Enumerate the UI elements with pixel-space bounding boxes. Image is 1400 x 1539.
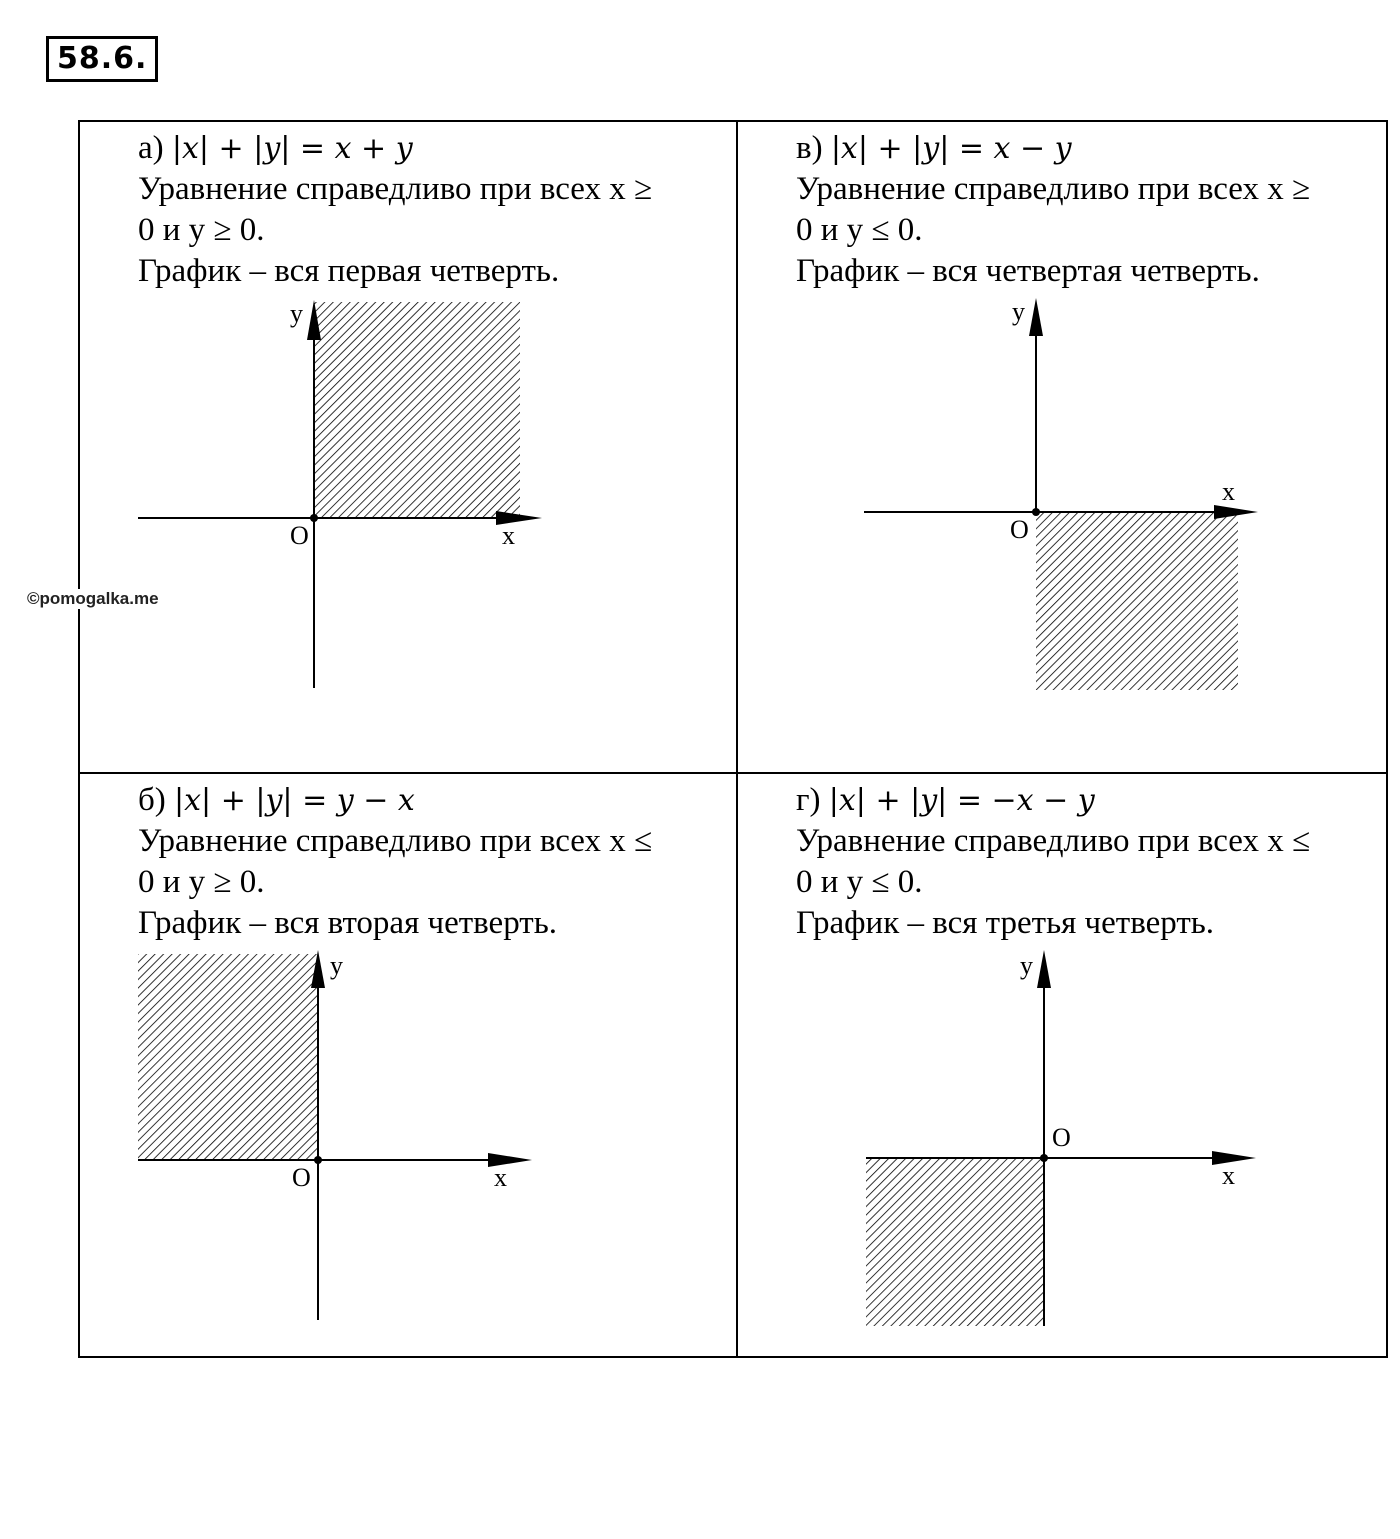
solution-table <box>78 120 1388 1358</box>
cell-g-x-label: x <box>1222 1161 1235 1190</box>
cell-g-graph <box>738 774 1390 1358</box>
task-number: 58.6. <box>46 36 158 82</box>
cell-b-origin-point <box>314 1156 322 1164</box>
cell-v-condition: Уравнение справедливо при всех x ≥ <box>796 171 1311 207</box>
cell-v-origin-label: O <box>1010 515 1029 544</box>
cell-b <box>80 774 736 1358</box>
cell-g-equation: |x| + |y| = −x − y <box>828 783 1095 818</box>
cell-v-y-arrow <box>1029 298 1043 336</box>
cell-v-graph-description: График – вся четвертая четверть. <box>796 253 1260 289</box>
cell-v-prefix: в) <box>796 130 823 166</box>
cell-v-y-label: y <box>1012 297 1025 326</box>
cell-a-y-label: y <box>290 299 303 328</box>
cell-v-shaded-quadrant <box>1036 512 1238 690</box>
cell-a-shaded-quadrant <box>314 302 520 518</box>
cell-b-equation: |x| + |y| = y − x <box>174 783 415 818</box>
cell-b-x-label: x <box>494 1163 507 1192</box>
cell-a-equation: |x| + |y| = x + y <box>171 131 413 166</box>
cell-g-condition-cont: 0 и y ≤ 0. <box>796 864 923 900</box>
cell-a <box>80 122 736 772</box>
cell-a-x-label: x <box>502 521 515 550</box>
cell-g-prefix: г) <box>796 782 821 818</box>
cell-v-origin-point <box>1032 508 1040 516</box>
cell-a-origin-label: O <box>290 521 309 550</box>
cell-b-graph <box>80 774 736 1358</box>
cell-b-condition-cont: 0 и y ≥ 0. <box>138 864 265 900</box>
cell-g-graph-description: График – вся третья четверть. <box>796 905 1215 941</box>
cell-b-graph-description: График – вся вторая четверть. <box>138 905 557 941</box>
watermark: ©pomogalka.me <box>27 589 159 608</box>
cell-a-graph-description: График – вся первая четверть. <box>138 253 560 289</box>
cell-a-condition-cont: 0 и y ≥ 0. <box>138 212 265 248</box>
cell-g <box>738 774 1390 1358</box>
cell-b-origin-label: O <box>292 1163 311 1192</box>
cell-a-condition: Уравнение справедливо при всех x ≥ <box>138 171 653 207</box>
cell-v <box>738 122 1390 772</box>
cell-g-y-arrow <box>1037 950 1051 988</box>
cell-b-y-label: y <box>330 951 343 980</box>
cell-v-condition-cont: 0 и y ≤ 0. <box>796 212 923 248</box>
cell-b-shaded-quadrant <box>138 954 318 1160</box>
cell-b-condition: Уравнение справедливо при всех x ≤ <box>138 823 653 859</box>
cell-b-prefix: б) <box>138 782 166 818</box>
cell-a-graph <box>80 122 736 772</box>
cell-g-shaded-quadrant <box>866 1158 1044 1326</box>
cell-g-origin-label: O <box>1052 1123 1071 1152</box>
cell-a-prefix: а) <box>138 130 164 166</box>
cell-a-origin-point <box>310 514 318 522</box>
cell-v-graph <box>738 122 1390 772</box>
cell-g-y-label: y <box>1020 951 1033 980</box>
cell-v-x-label: x <box>1222 477 1235 506</box>
cell-g-origin-point <box>1040 1154 1048 1162</box>
cell-v-equation: |x| + |y| = x − y <box>830 131 1072 166</box>
cell-g-condition: Уравнение справедливо при всех x ≤ <box>796 823 1311 859</box>
